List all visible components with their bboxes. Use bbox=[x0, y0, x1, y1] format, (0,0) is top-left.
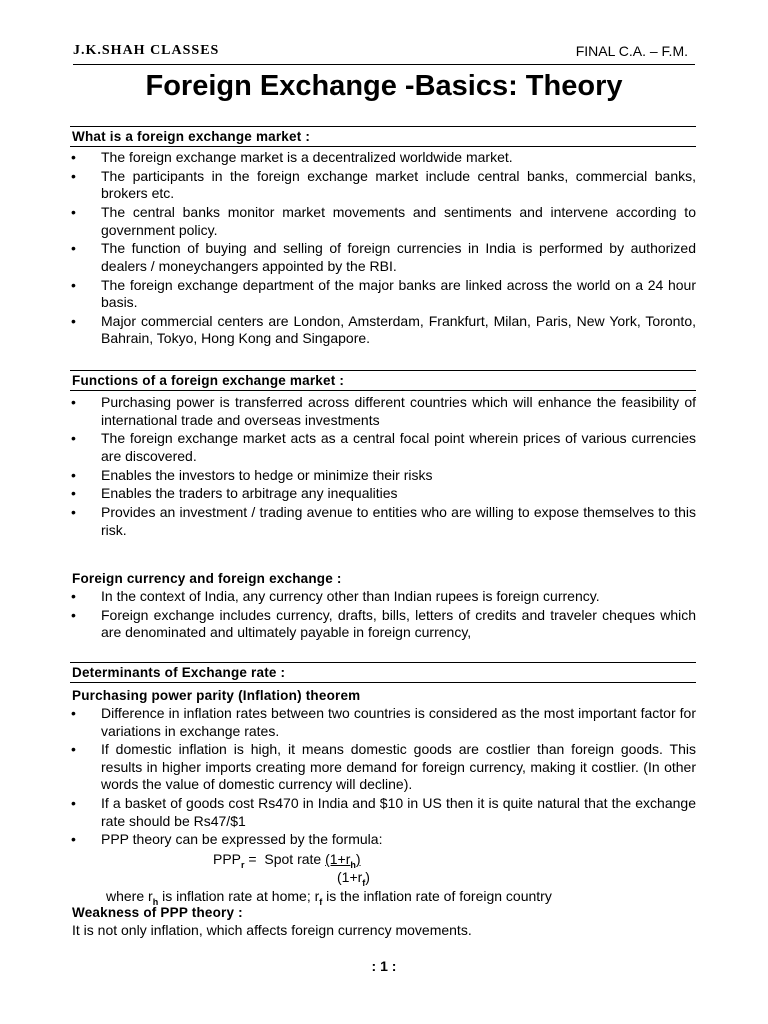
list-item: • Foreign exchange includes currency, drafts, bills, letters of credits and traveler cheques which are denominated and ultimately payable in foreign currency, bbox=[70, 607, 696, 642]
section-what-is-forex bbox=[70, 126, 696, 349]
ppp-formula bbox=[70, 850, 696, 907]
formula-denominator: $(1+r_f)$ bbox=[337, 869, 370, 888]
section-heading: Foreign currency and foreign exchange : bbox=[72, 571, 342, 586]
list-item: • The foreign exchange department of the major banks are linked across the world on a 24 hour basis. bbox=[70, 277, 696, 312]
list-item: • In the context of India, any currency other than Indian rupees is foreign currency. bbox=[70, 588, 696, 606]
page-title: Foreign Exchange -Basics: Theory bbox=[145, 70, 623, 102]
list-item: • The foreign exchange market acts as a central focal point wherein prices of various currencies are discovered. bbox=[70, 430, 696, 465]
list-item: • Enables the traders to arbitrage any inequalities bbox=[70, 485, 696, 503]
list-item: • If domestic inflation is high, it means domestic goods are costlier than foreign goods. This results in higher imports creating more demand for foreign currency, making it costlier. (In other words the value of domestic currency will decline). bbox=[70, 741, 696, 794]
formula-lhs: PPP bbox=[213, 851, 242, 868]
bullet-list bbox=[70, 149, 696, 348]
list-item: • The central banks monitor market movements and sentiments and intervene according to government policy. bbox=[70, 204, 696, 239]
formula-lhs-sub: r bbox=[241, 859, 245, 870]
bullet-list bbox=[70, 705, 696, 849]
section-foreign-currency bbox=[70, 569, 696, 643]
formula-explanation: where $r_h$ is inflation rate at home; $r_f$ is the inflation rate of foreign country bbox=[106, 888, 552, 907]
list-item: • Major commercial centers are London, Amsterdam, Frankfurt, Milan, Paris, New York, Toronto, Bahrain, Tokyo, Hong Kong and Singapore. bbox=[70, 313, 696, 348]
section-heading: Functions of a foreign exchange market : bbox=[70, 370, 696, 391]
subheading-ppp: Purchasing power parity (Inflation) theorem bbox=[72, 688, 361, 703]
formula-numerator: $(1+r_h)$ bbox=[325, 851, 361, 870]
section-heading: Determinants of Exchange rate : bbox=[70, 662, 696, 683]
list-item: • The participants in the foreign exchange market include central banks, commercial banks, brokers etc. bbox=[70, 168, 696, 203]
list-item: • PPP theory can be expressed by the formula: bbox=[70, 831, 696, 849]
list-item: • Purchasing power is transferred across different countries which will enhance the feasibility of international trade and overseas investments bbox=[70, 394, 696, 429]
list-item: • Enables the investors to hedge or minimize their risks bbox=[70, 467, 696, 485]
bullet-list bbox=[70, 394, 696, 539]
header-institute: J.K.SHAH CLASSES bbox=[73, 43, 220, 58]
page-number: : 1 : bbox=[371, 958, 397, 974]
weakness-heading: Weakness of PPP theory : bbox=[72, 905, 243, 921]
section-heading: What is a foreign exchange market : bbox=[70, 126, 696, 147]
list-item: • Provides an investment / trading avenue to entities who are willing to expose themselves to this risk. bbox=[70, 504, 696, 539]
formula-eq: = Spot rate bbox=[244, 851, 326, 868]
list-item: • The function of buying and selling of foreign currencies in India is performed by authorized dealers / moneychangers appointed by the RBI. bbox=[70, 240, 696, 275]
section-functions bbox=[70, 370, 696, 540]
bullet-list bbox=[70, 588, 696, 642]
list-item: • If a basket of goods cost Rs470 in India and $10 in US then it is quite natural that the exchange rate should be Rs47/$1 bbox=[70, 795, 696, 830]
header-course: FINAL C.A. – F.M. bbox=[575, 43, 688, 59]
list-item: • The foreign exchange market is a decentralized worldwide market. bbox=[70, 149, 696, 167]
weakness-text: It is not only inflation, which affects foreign currency movements. bbox=[72, 922, 472, 939]
list-item: • Difference in inflation rates between two countries is considered as the most important factor for variations in exchange rates. bbox=[70, 705, 696, 740]
header-divider bbox=[73, 64, 695, 65]
section-determinants bbox=[70, 662, 696, 940]
